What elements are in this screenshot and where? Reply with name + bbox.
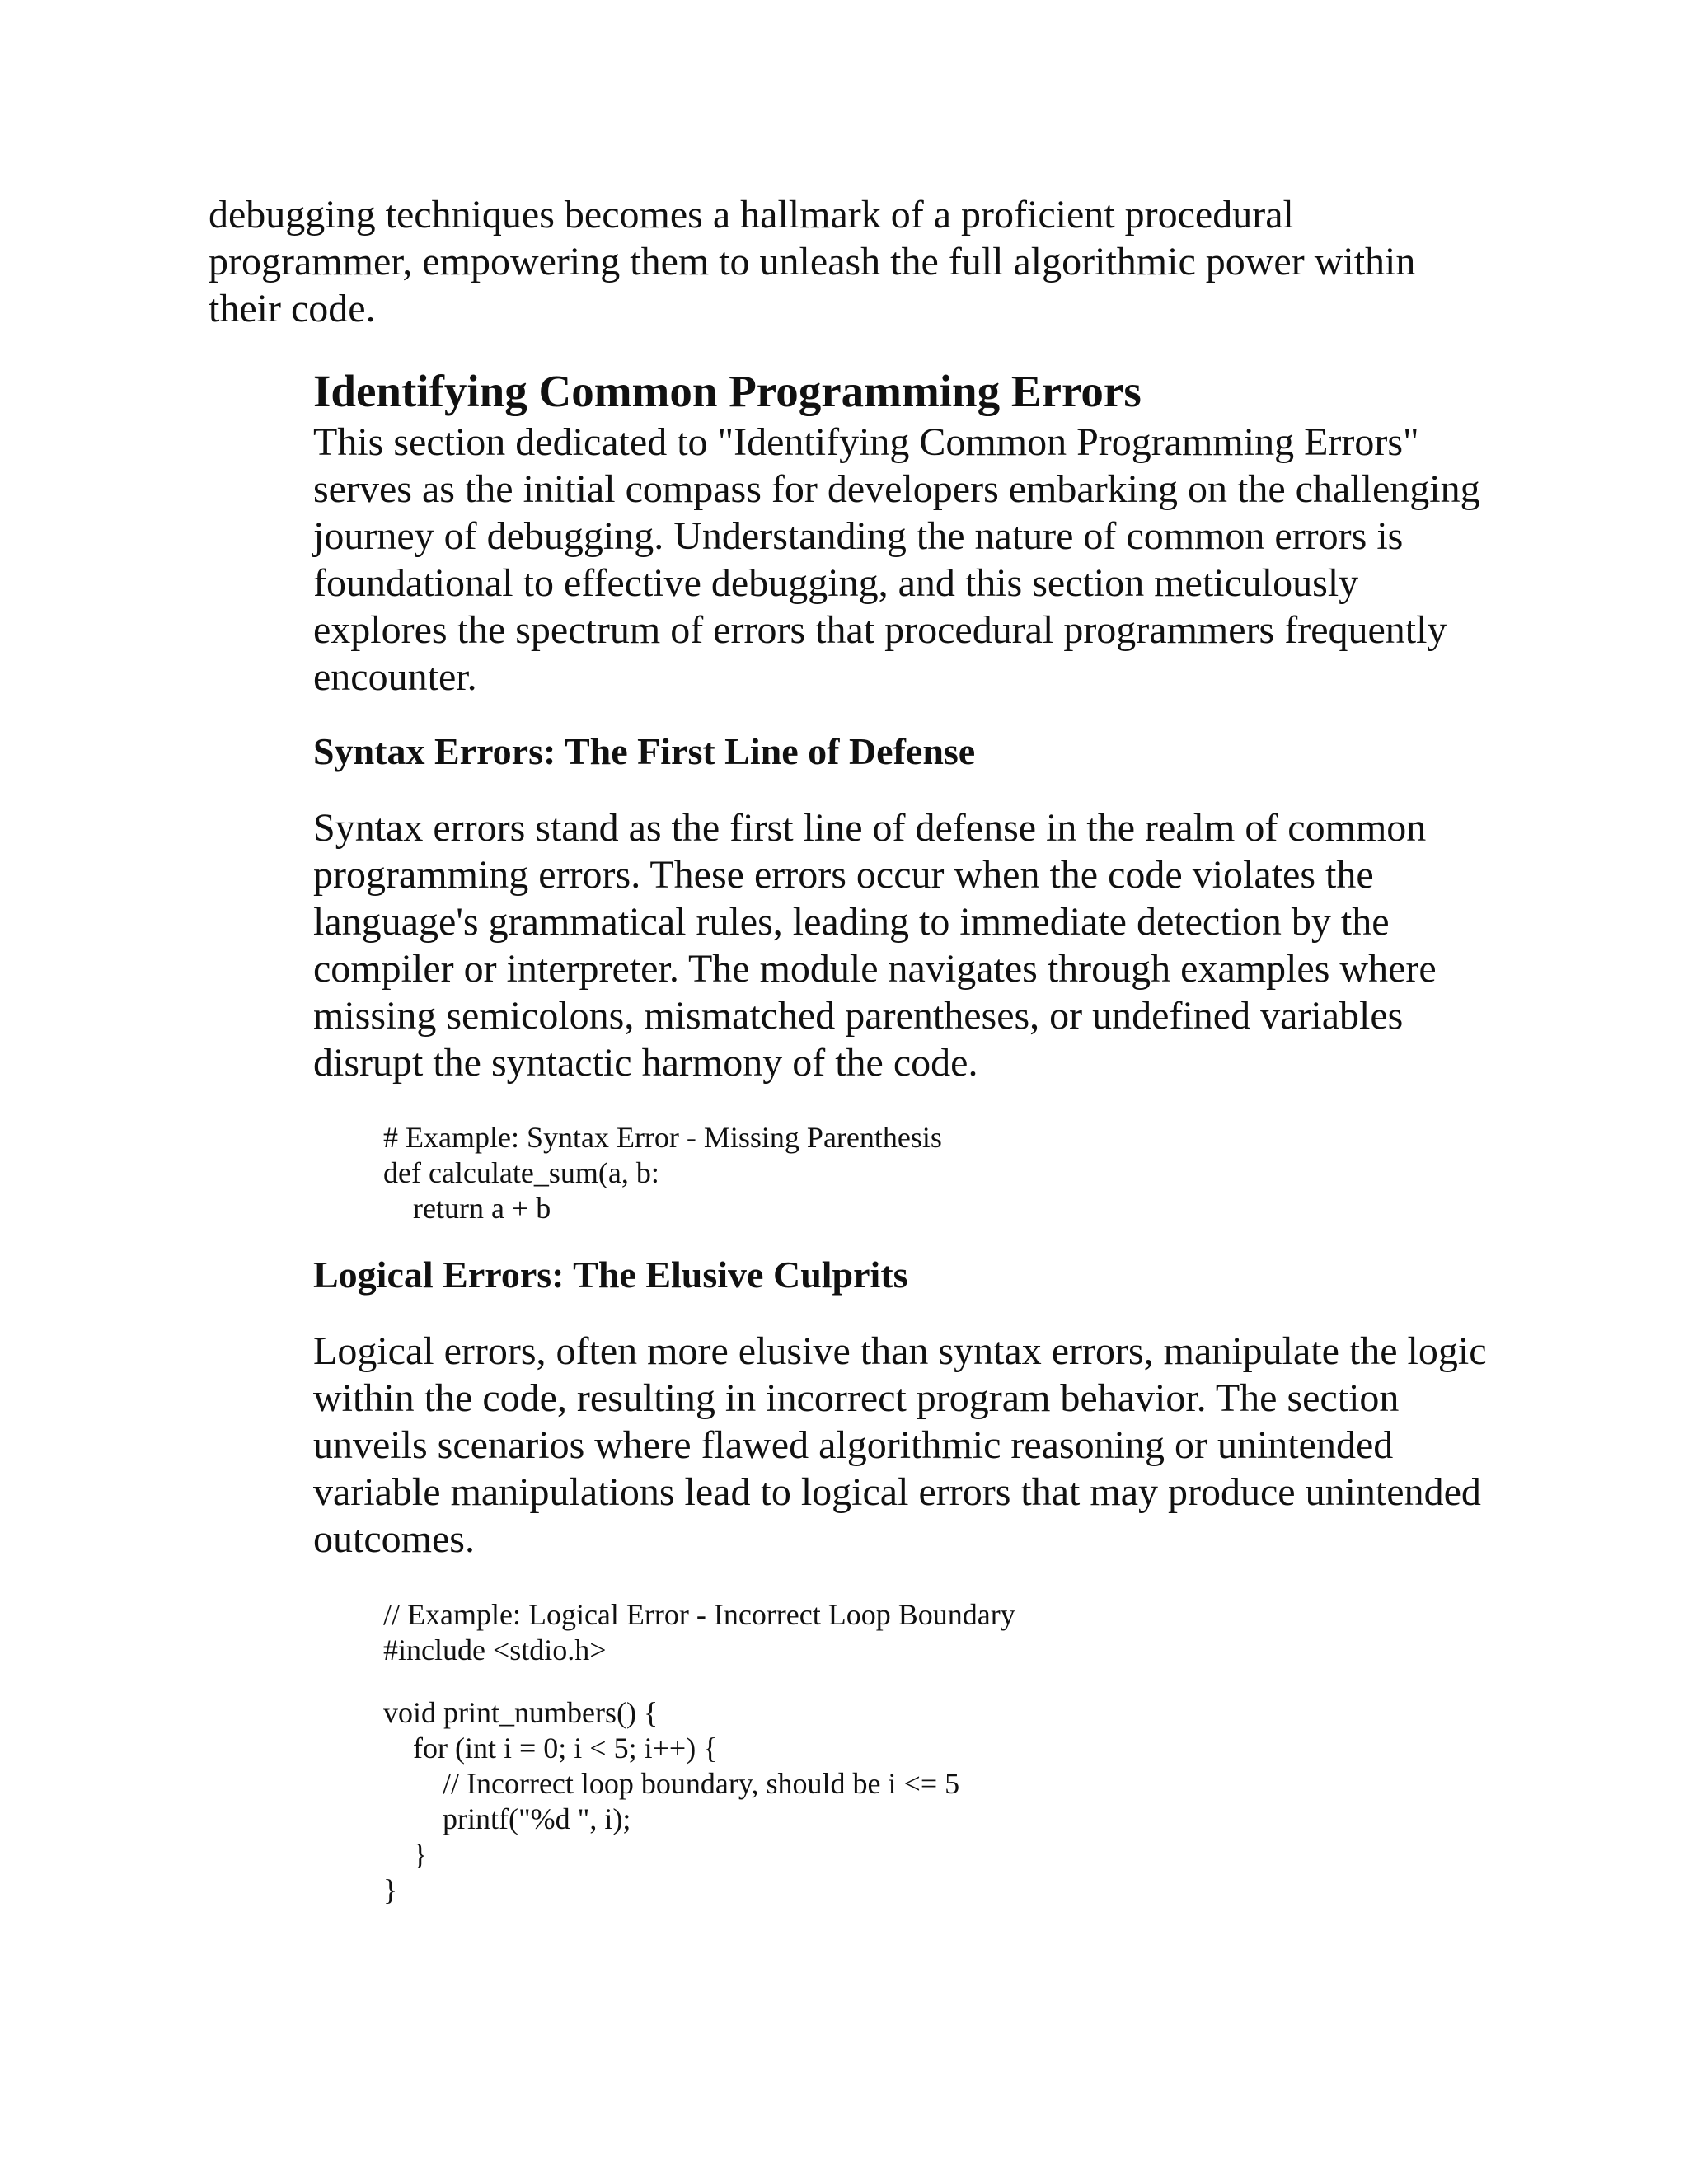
code-line: // Example: Logical Error - Incorrect Loop Boundary — [383, 1598, 1015, 1631]
syntax-errors-paragraph: Syntax errors stand as the first line of defense in the realm of common programming errors. These errors occur when the code violates the language's grammatical rules, leading to immediate detection by the compiler or interpreter. The module navigates through examples where missing semicolons, mismatched parentheses, or undefined variables disrupt the syntactic harmony of the code. — [313, 806, 1437, 1085]
intro-paragraph: debugging techniques becomes a hallmark of a proficient procedural programmer, empowering them to unleash the full algorithmic power within their code. — [209, 193, 1416, 330]
syntax-error-code-example — [383, 1120, 1500, 1226]
code-line: #include <stdio.h> — [383, 1633, 607, 1666]
subsection-heading-syntax-errors: Syntax Errors: The First Line of Defense — [313, 730, 976, 772]
code-line: } — [383, 1838, 428, 1871]
code-line: def calculate_sum(a, b: — [383, 1156, 659, 1189]
code-line: // Incorrect loop boundary, should be i <= 5 — [383, 1767, 960, 1800]
code-line: } — [383, 1873, 398, 1906]
section-title: Identifying Common Programming Errors — [313, 366, 1142, 416]
section-intro-paragraph: This section dedicated to "Identifying Common Programming Errors" serves as the initial compass for developers embarking on the challenging journey of debugging. Understanding the nature of common errors is foundational to effective debugging, and this section meticulously explores the spectrum of errors that procedural programmers frequently encounter. — [313, 420, 1480, 699]
code-line: void print_numbers() { — [383, 1696, 659, 1729]
logical-errors-paragraph: Logical errors, often more elusive than syntax errors, manipulate the logic within the code, resulting in incorrect program behavior. The section unveils scenarios where flawed algorithmic reasoning or unintended variable manipulations lead to logical errors that may produce unintended outcomes. — [313, 1329, 1487, 1561]
logical-error-code-example — [383, 1597, 1500, 1908]
code-line: # Example: Syntax Error - Missing Parenthesis — [383, 1121, 942, 1154]
code-line: for (int i = 0; i < 5; i++) { — [383, 1732, 718, 1765]
code-line: return a + b — [383, 1192, 551, 1225]
subsection-heading-logical-errors: Logical Errors: The Elusive Culprits — [313, 1254, 908, 1296]
section-common-errors — [313, 364, 1500, 1908]
code-line: printf("%d ", i); — [383, 1802, 631, 1835]
code-line-blank — [383, 1668, 1500, 1695]
